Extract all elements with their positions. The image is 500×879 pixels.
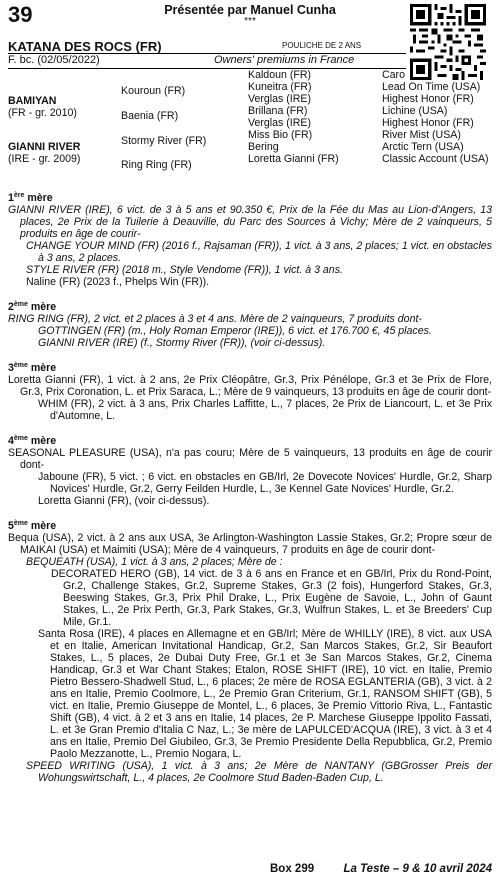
pedigree-gen3-item: Kuneitra (FR) xyxy=(248,81,312,93)
paragraph: Bequa (USA), 2 vict. à 2 ans aux USA, 3e Arlington-Washington Lassie Stakes, Gr.2; Propre sœur de MAIKAI (USA) et Maimiti (USA); Mère de 4 vainqueurs, 7 produits en âge de courir dont- xyxy=(8,532,492,556)
paragraph: SEASONAL PLEASURE (USA), n'a pas couru; Mère de 5 vainqueurs, 13 produits en âge de courir dont- xyxy=(8,447,492,471)
pedigree-sire-info: (FR - gr. 2010) xyxy=(8,107,77,119)
lot-number: 39 xyxy=(8,2,33,27)
box-number: Box 299 xyxy=(270,863,315,875)
paragraph: DECORATED HERO (GB), 14 vict. de 3 à 6 ans en France et en GB/Irl, Prix du Rond-Point, Gr.2, Challenge Stakes, Gr.2, Supreme Stakes, Gr.3 (2 fois), Hungerford Stakes, Gr.3, Beeswing Stakes, Gr.3, Prix Phil Drake, L., Prix Eugène de Savoie, L., John of Gaunt Stakes, L., 2e Prix Perth, Gr.3, Park Stakes, Gr.3, Wulfrun Stakes, L. et 3e Breeders' Cup Mile, Gr.1. xyxy=(51,568,492,628)
owners-premiums: Owners' premiums in France xyxy=(214,54,355,66)
paragraph: SPEED WRITING (USA), 1 vict. à 3 ans; 2e Mère de NANTANY (GBGrosser Preis der Wohungswirtschaft, L., 4 places, 2e Coolmore Stud Baden-Baden Cup, L. xyxy=(26,760,492,784)
pedigree-sire: BAMIYAN xyxy=(8,95,57,107)
pedigree-gen4-item: Highest Honor (FR) xyxy=(382,117,474,129)
paragraph: WHIM (FR), 2 vict. à 3 ans, Prix Charles Laffitte, L., 7 places, 2e Prix de Liancourt, L. et 3e Prix d'Automne, L. xyxy=(38,398,492,422)
pedigree-gen2-item: Kouroun (FR) xyxy=(121,85,186,97)
pedigree-gen4-item: Arctic Tern (USA) xyxy=(382,141,464,153)
paragraph: Loretta Gianni (FR), (voir ci-dessus). xyxy=(38,495,210,507)
paragraph: RING RING (FR), 2 vict. et 2 places à 3 et 4 ans. Mère de 2 vainqueurs, 7 produits dont- xyxy=(8,313,422,325)
paragraph: GOTTINGEN (FR) (m., Holy Roman Emperor (IRE)), 6 vict. et 176.700 €, 45 places. xyxy=(38,325,432,337)
paragraph: Naline (FR) (2023 f., Phelps Win (FR)). xyxy=(26,276,210,288)
section-title: 5ème mère xyxy=(8,520,57,532)
paragraph: Jaboune (FR), 5 vict. ; 6 vict. en obstacles en GB/Irl, 2e Dovecote Novices' Hurdle, Gr.2, Sharp Novices' Hurdle, Gr.2, Gerry Feilden Hurdle, L., 3e Kennel Gate Novices' Hurdle, Gr.2. xyxy=(38,471,492,495)
pedigree-gen3-item: Kaldoun (FR) xyxy=(248,69,311,81)
pedigree-gen3-item: Miss Bio (FR) xyxy=(248,129,313,141)
horse-name: KATANA DES ROCS (FR) xyxy=(8,39,162,54)
paragraph: GIANNI RIVER (IRE), 6 vict. de 3 à 5 ans et 90.350 €, Prix de la Fée du Mas au Lion-d'Angers, 13 places, 2e Prix de la Tuilerie à Deauville, du Parc des Sources à Vichy; Mère de 2 vainqueurs, 5 produits en âge de courir- xyxy=(8,204,492,240)
paragraph: Loretta Gianni (FR), 1 vict. à 2 ans, 2e Prix Cléopâtre, Gr.3, Prix Pénélope, Gr.3 et 3e Prix de Flore, Gr.3, Prix Coronation, L. et Prix Saraca, L.; Mère de 9 vainqueurs, 13 produits en âge de courir dont- xyxy=(8,374,492,398)
pedigree-gen3-item: Loretta Gianni (FR) xyxy=(248,153,339,165)
catalogue-body xyxy=(8,192,492,784)
pedigree-gen3-item: Verglas (IRE) xyxy=(248,93,311,105)
pedigree-gen2-item: Ring Ring (FR) xyxy=(121,159,192,171)
pedigree-gen4-item: Lead On Time (USA) xyxy=(382,81,481,93)
paragraph: CHANGE YOUR MIND (FR) (2016 f., Rajsaman (FR)), 1 vict. à 3 ans, 2 places; 1 vict. en obstacles à 3 ans, 2 places. xyxy=(26,240,492,264)
sex-label: POULICHE DE 2 ANS xyxy=(282,41,362,50)
pedigree-gen3-item: Verglas (IRE) xyxy=(248,117,311,129)
pedigree-gen4-item: Caro xyxy=(382,69,405,81)
paragraph: GIANNI RIVER (IRE) (f., Stormy River (FR)), (voir ci-dessus). xyxy=(38,337,326,349)
paragraph: STYLE RIVER (FR) (2018 m., Style Vendome (FR)), 1 vict. à 3 ans. xyxy=(26,264,343,276)
pedigree-gen4-item: River Mist (USA) xyxy=(382,129,461,141)
section-title: 4ème mère xyxy=(8,435,57,447)
stars: *** xyxy=(244,16,256,27)
color-birthdate: F. bc. (02/05/2022) xyxy=(8,54,100,66)
pedigree-gen3-item: Brillana (FR) xyxy=(248,105,308,117)
pedigree-gen2-item: Baenia (FR) xyxy=(121,110,179,122)
paragraph: Santa Rosa (IRE), 4 places en Allemagne et en GB/Irl; Mère de WHILLY (IRE), 8 vict. aux USA et en Italie, American Invitational Handicap, Gr.2, San Marcos Stakes, Gr.2, Sir Beaufort Stakes, L., 5 places, 2e Dubai Duty Free, Gr.1 et 3e San Marcos Stakes, Gr.2, Cinema Handicap, Gr.3 et War Chant Stakes; Etalon, ROSE SHIFT (IRE), 10 vict. en Italie, Premio Pietro Bessero-Shadwell Stud, L., 6 places; 2e mère de ROSA EGLANTERIA (GB), 3 vict. à 2 ans en Italie, Premio Coolmore, L., 2e Premio Gran Criterium, Gr.1, RANSOM SHIFT (GB), 5 vict. en Italie, Premio Giuseppe de Montel, L., 6 places, 3e Premio Vittorio Riva, L., Fantastic Shift (GB), 4 vict. à 2 et 3 ans en Italie, 14 places, 2e P. Marchese Giuseppe Ippolito Fassati, L. et 3e Gran Premio d'Italia C Naz, L.; 3e mère de LAPULCED'ACQUA (IRE), 3 vict. à 3 et 4 ans en Italie, Premio Del Giubileo, Gr.3, 3e Premio Presidente Della Repubblica, Gr.2, Premio Paolo Mezzanotte, L., Premio Nogara, L. xyxy=(38,628,492,760)
section-title: 3ème mère xyxy=(8,362,57,374)
pedigree-dam: GIANNI RIVER xyxy=(8,141,81,153)
pedigree-gen4-item: Classic Account (USA) xyxy=(382,153,489,165)
sale-info: La Teste – 9 & 10 avril 2024 xyxy=(343,863,492,875)
qr-code-icon xyxy=(410,4,486,80)
pedigree-gen4-item: Lichine (USA) xyxy=(382,105,448,117)
presenter: Présentée par Manuel Cunha xyxy=(164,3,336,17)
pedigree-top-divider xyxy=(8,68,406,69)
paragraph: BEQUEATH (USA), 1 vict. à 3 ans, 2 places; Mère de : xyxy=(26,556,283,568)
pedigree-gen3-item: Bering xyxy=(248,141,279,153)
pedigree-gen4-item: Highest Honor (FR) xyxy=(382,93,474,105)
section-title: 1ère mère xyxy=(8,192,53,204)
pedigree-gen2-item: Stormy River (FR) xyxy=(121,135,207,147)
pedigree-dam-info: (IRE - gr. 2009) xyxy=(8,153,81,165)
section-title: 2ème mère xyxy=(8,301,57,313)
